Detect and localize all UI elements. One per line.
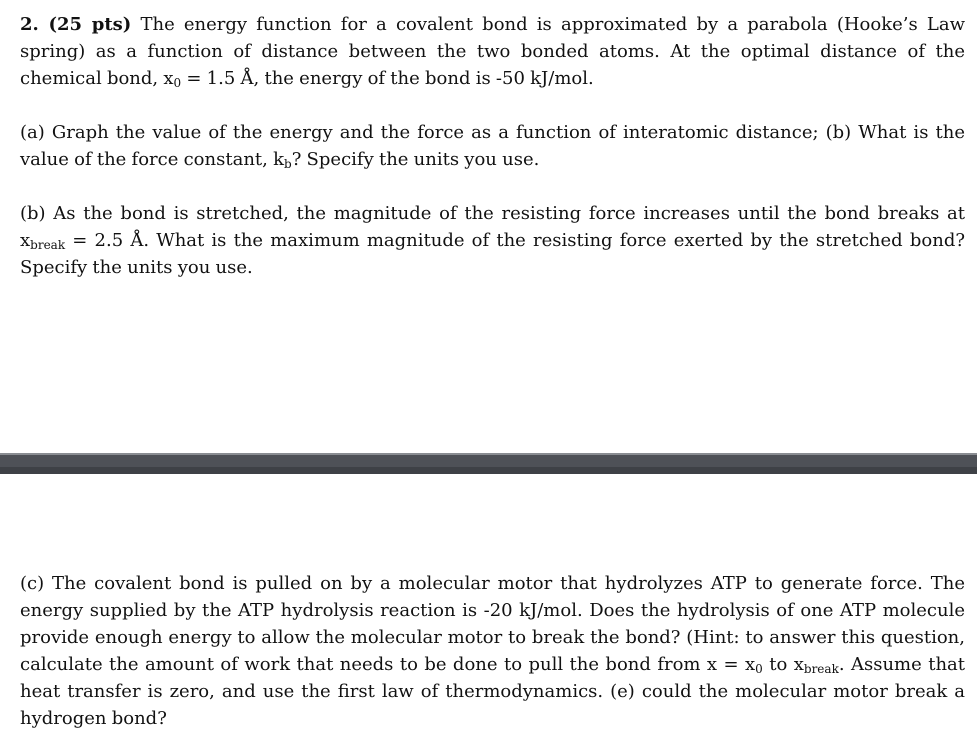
x0-subscript: 0: [173, 76, 182, 90]
problem-intro-text-1: The energy function for a covalent bond is approximated by a parabola (Hooke’s Law spring) as a function of distance between the two bonded atoms. At the optimal distance of the chemical bond, x: [20, 14, 965, 89]
problem-intro-text-2: = 1.5 Å, the energy of the bond is -50 kJ/mol.: [181, 68, 594, 89]
part-c-text-3: . Assume that heat transfer is zero, and use the first law of thermodynamics. (e) could the molecular motor break a hydrogen bond?: [20, 654, 965, 729]
part-a-paragraph: [20, 119, 965, 173]
part-c-paragraph: [20, 570, 965, 732]
part-a-text-2: ? Specify the units you use.: [291, 149, 540, 170]
part-c-text-1: (c) The covalent bond is pulled on by a molecular motor that hydrolyzes ATP to generate force. The energy supplied by the ATP hydrolysis reaction is -20 kJ/mol. Does the hydrolysis of one ATP molecule provide enough energy to allow the molecular motor to break the bond? (Hint: to answer this question, calculate the amount of work that needs to be done to pull the bond from x = x: [20, 573, 965, 675]
problem-number-label: 2. (25 pts): [20, 14, 132, 35]
part-b-text-2: = 2.5 Å. What is the maximum magnitude of the resisting force exerted by the stretched bond? Specify the units you use.: [20, 230, 965, 278]
problem-intro-paragraph: [20, 11, 965, 92]
part-b-text-1: (b) As the bond is stretched, the magnitude of the resisting force increases until the bond breaks at x: [20, 203, 965, 251]
xbreak-subscript-c: break: [803, 662, 839, 676]
xbreak-subscript: break: [30, 238, 66, 252]
part-b-paragraph: [20, 200, 965, 281]
x0-subscript-c: 0: [755, 662, 763, 676]
part-a-text-1: (a) Graph the value of the energy and the force as a function of interatomic distance; (b) What is the value of the force constant, k: [20, 122, 965, 170]
part-c-text-2: to x: [762, 654, 804, 675]
page-divider-bar: [0, 453, 977, 474]
kb-subscript: b: [284, 157, 292, 171]
